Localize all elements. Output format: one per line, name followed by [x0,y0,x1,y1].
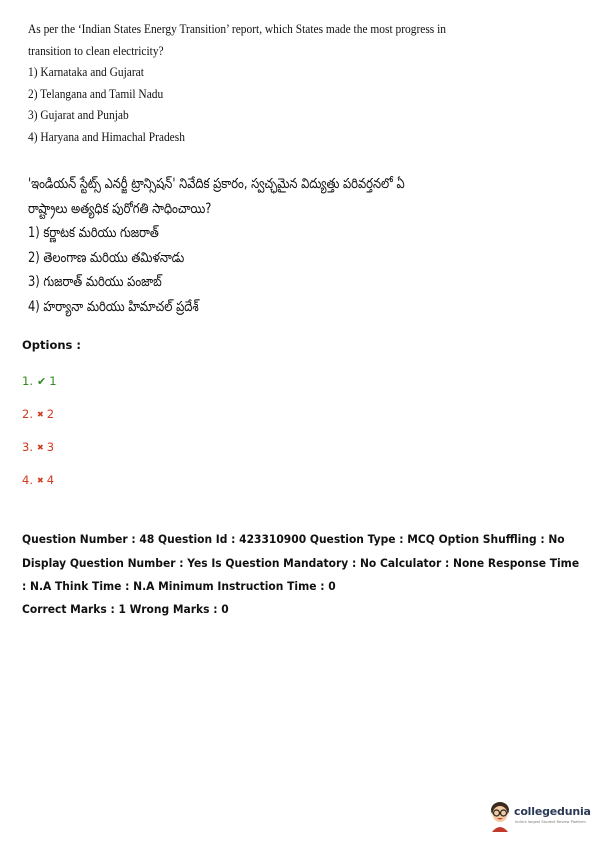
collegedunia-logo [487,798,591,834]
cross-icon: ✖ [36,476,44,485]
metadata-line: Display Question Number : Yes Is Question Mandatory : No Calculator : None Response Time [22,555,580,570]
question-option-text: 4) Haryana and Himachal Pradesh [28,128,185,144]
marks-info: Correct Marks : 1 Wrong Marks : 0 [22,602,229,616]
option-value: 3 [46,440,55,454]
option-number: 3. [22,440,33,454]
brand-tagline: India's largest Student Review Platform [515,820,586,824]
option-number: 4. [22,473,33,487]
question-option-text: 4) హర్యానా మరియు హిమాచల్ ప్రదేశ్ [28,298,199,315]
question-metadata [22,528,580,599]
cross-icon: ✖ [36,443,44,452]
question-stem-line: transition to clean electricity? [28,42,164,58]
cross-icon: ✖ [36,410,44,419]
option-4 [22,473,54,487]
option-value: 2 [46,407,55,421]
option-number: 2. [22,407,33,421]
question-telugu [28,172,405,319]
check-icon: ✔ [36,375,47,388]
metadata-line: : N.A Think Time : N.A Minimum Instruction Time : 0 [22,579,336,593]
options-heading: Options : [22,338,81,352]
question-option-text: 3) Gujarat and Punjab [28,107,129,122]
option-value: 1 [49,374,57,388]
question-english [28,18,447,147]
option-3 [22,440,54,454]
question-option-text: 1) కర్ణాటక మరియు గుజరాత్ [28,225,159,241]
question-stem-line: As per the ‘Indian States Energy Transition’ report, which States made the most progress in [28,21,447,36]
brand-name: collegedunia [514,805,591,818]
question-option-text: 2) తెలంగాణ మరియు తమిళనాడు [28,249,185,266]
question-stem-line: 'ఇండియన్ స్టేట్స్ ఎనర్జీ ట్రాన్సిషన్' నివేదిక ప్రకారం, స్వచ్ఛమైన విద్యుత్తు పరివర్తనలో ఏ [28,176,405,192]
question-stem-line: రాష్ట్రాలు అత్యధిక పురోగతి సాధించాయి? [28,200,212,217]
question-option-text: 1) Karnataka and Gujarat [28,64,144,79]
question-option-text: 2) Telangana and Tamil Nadu [28,85,164,101]
option-2 [22,407,54,421]
question-option-text: 3) గుజరాత్ మరియు పంజాబ్ [28,274,162,290]
metadata-line: Question Number : 48 Question Id : 423310900 Question Type : MCQ Option Shuffling : No [22,532,565,546]
option-1 [22,374,57,388]
option-value: 4 [46,473,55,487]
option-number: 1. [22,374,33,388]
student-mascot-icon [487,798,513,834]
